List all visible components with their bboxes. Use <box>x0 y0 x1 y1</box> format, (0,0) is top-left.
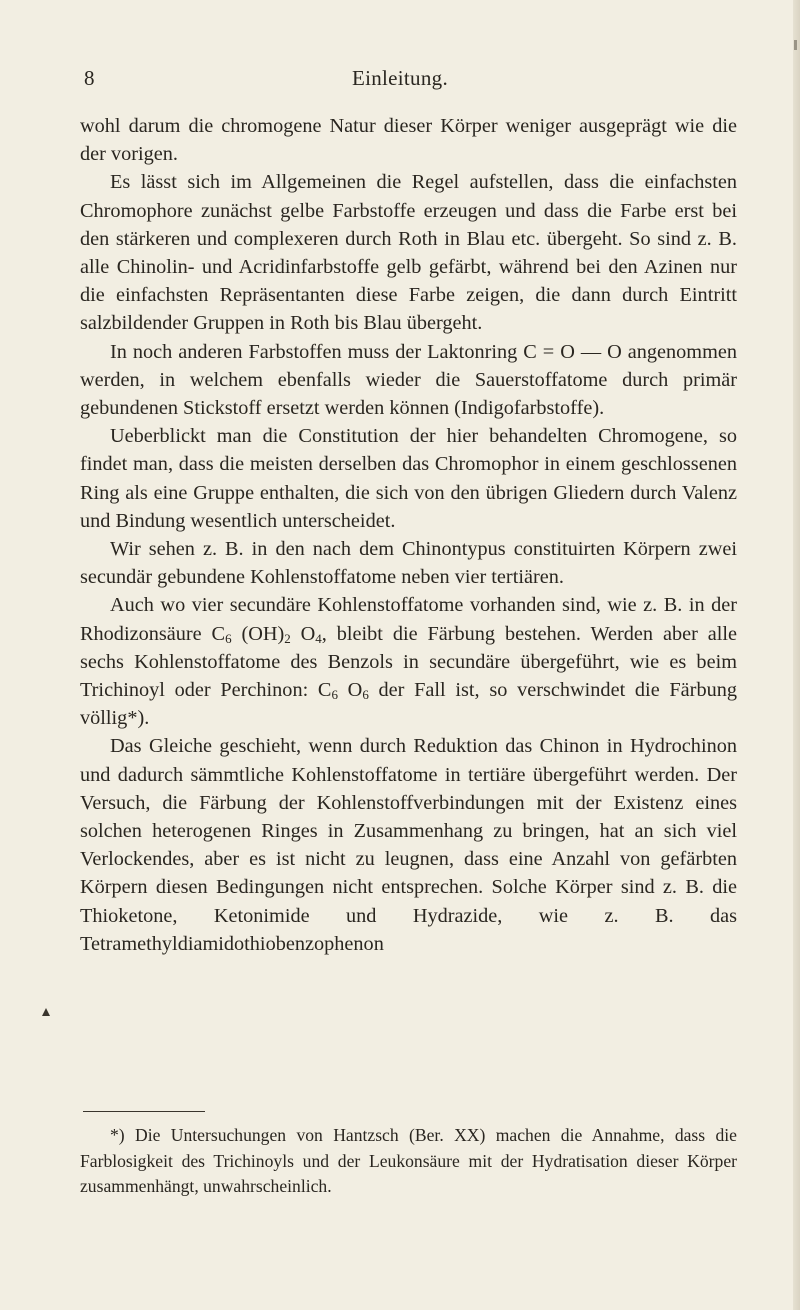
footnote <box>80 1123 737 1200</box>
text-segment: der Fall ist, so verschwindet die Färbung völlig*). <box>80 679 738 730</box>
page-edge <box>793 0 800 1310</box>
formula-segment: O <box>337 679 363 702</box>
text-segment: , bleibt die Färbung bestehen. Werden aber alle sechs Kohlenstoffatome des Benzols in secundäre übergeführt, wie es beim Trichinoyl oder Perchinon: C <box>80 622 737 702</box>
ink-speck <box>42 1008 50 1016</box>
page-header <box>0 66 800 92</box>
paragraph-3: In noch anderen Farbstoffen muss der Laktonring C = O — O angenommen werden, in welchem ebenfalls wieder die Sauerstoffatome durch primär gebundenen Stickstoff ersetzt werden können (Indigofarbstoffe). <box>80 340 737 420</box>
paragraph-2: Es lässt sich im Allgemeinen die Regel aufstellen, dass die einfachsten Chromophore zunächst gelbe Farbstoffe erzeugen und dass die Farbe erst bei den stärkeren und complexeren durch Roth in Blau etc. übergeht. So sind z. B. alle Chinolin- und Acridinfarbstoffe gelb gefärbt, während bei den Azinen nur die einfachsten Repräsentanten diese Farbe zeigen, die dann durch Eintritt salzbildender Gruppen in Roth bis Blau übergeht. <box>80 171 737 335</box>
running-head: Einleitung. <box>351 66 449 90</box>
subscript: 6 <box>362 687 369 703</box>
formula-segment: (OH) <box>231 622 285 645</box>
subscript: 4 <box>315 630 322 646</box>
paragraph-1: wohl darum die chromogene Natur dieser Körper weniger ausgeprägt wie die der vorigen. <box>80 115 737 166</box>
footnote-text: *) Die Untersuchungen von Hantzsch (Ber. XX) machen die Annahme, dass die Farblosigkeit des Trichinoyls und der Leukonsäure mit der Hydratisation dieser Körper zusammenhängt, unwahrscheinlich. <box>80 1125 737 1197</box>
paragraph-7: Das Gleiche geschieht, wenn durch Reduktion das Chinon in Hydrochinon und dadurch sämmtliche Kohlenstoffatome in tertiäre übergeführt werden. Der Versuch, die Färbung der Kohlenstoffverbindungen mit der Existenz eines solchen heterogenen Ringes in Zusammenhang zu bringen, hat an sich viel Verlockendes, aber es ist nicht zu leugnen, dass eine Anzahl von gefärbten Körpern diesen Bedingungen nicht entsprechen. Solche Körper sind z. B. die Thioketone, Ketonimide und Hydrazide, wie z. B. das Tetramethyldiamidothiobenzophenon <box>80 735 737 955</box>
paragraph-6 <box>80 591 737 732</box>
paragraph-5: Wir sehen z. B. in den nach dem Chinontypus constituirten Körpern zwei secundär gebundene Kohlenstoffatome neben vier tertiären. <box>80 538 737 589</box>
edge-mark <box>794 40 797 50</box>
paragraph-4: Ueberblickt man die Constitution der hier behandelten Chromogene, so findet man, dass die meisten derselben das Chromophor in einem geschlossenen Ring als eine Gruppe enthalten, die sich von den übrigen Gliedern durch Valenz und Bindung wesentlich unterscheidet. <box>80 425 737 532</box>
body-text <box>80 112 737 958</box>
subscript: 2 <box>284 630 291 646</box>
footnote-rule <box>83 1111 205 1112</box>
subscript: 6 <box>225 630 232 646</box>
text-segment: Auch wo vier secundäre Kohlenstoffatome vorhanden sind, wie z. B. in der Rhodizonsäure C <box>80 594 737 645</box>
page-number: 8 <box>84 66 95 90</box>
formula-segment: O <box>290 622 316 645</box>
subscript: 6 <box>331 687 338 703</box>
